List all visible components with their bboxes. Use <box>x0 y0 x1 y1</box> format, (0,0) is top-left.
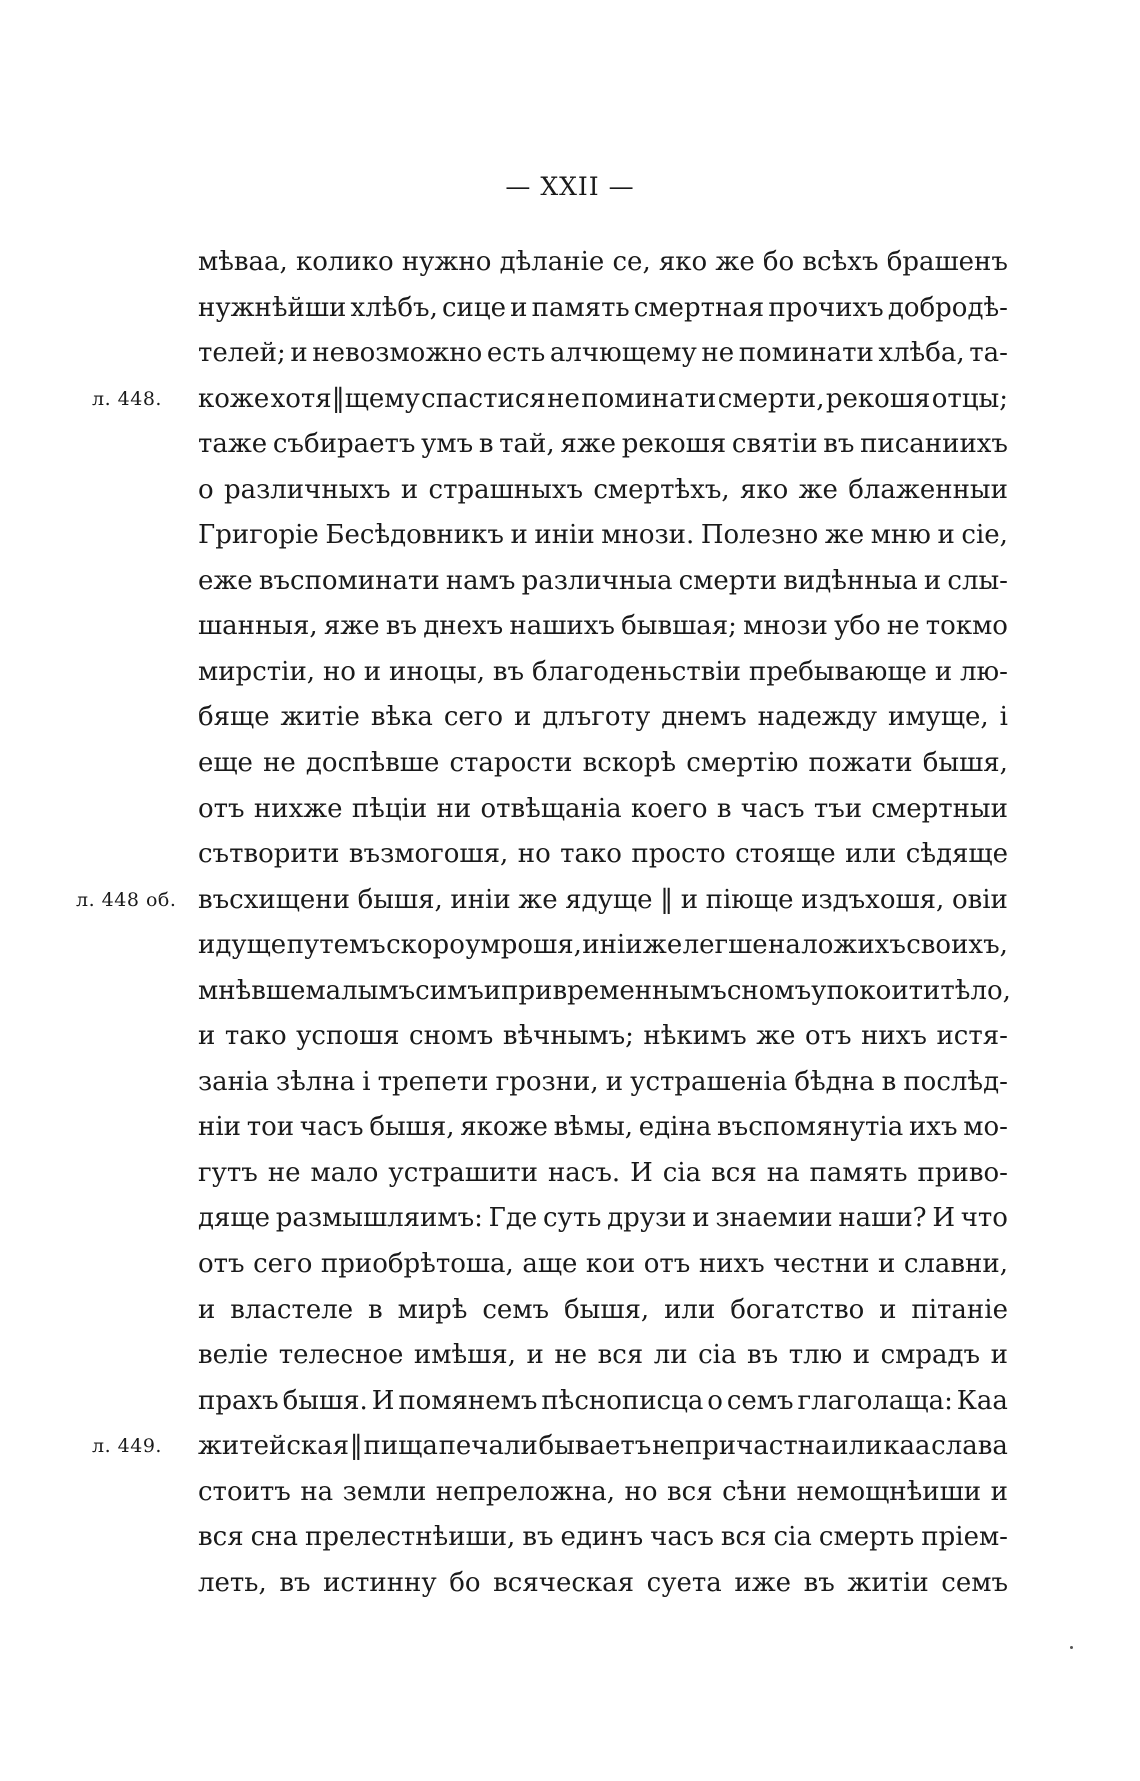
line-text: отъ сего приобрѣтоша, аще кои отъ нихъ честни и славни, <box>198 1249 1008 1280</box>
text-line <box>198 1242 1008 1288</box>
line-text: въсхищени бышя, иніи же ядуще ‖ и піюще издъхошя, овіи <box>198 884 1008 915</box>
line-text: житейская ‖ пища печали бываетъ непричастна или каа слава <box>198 1431 1008 1462</box>
text-line <box>198 1515 1008 1561</box>
line-text: нужнѣйши хлѣбъ, сице и память смертная прочихъ добродѣ- <box>198 292 1008 323</box>
page-number-header: — XXII — <box>505 172 635 201</box>
text-line <box>198 240 1008 286</box>
line-text: вся сна прелестнѣиши, въ единъ часъ вся сіа смерть пріем- <box>198 1522 1008 1553</box>
text-line <box>198 1105 1008 1151</box>
line-text: сътворити възмогошя, но тако просто стояще или сѣдяще <box>198 839 1008 870</box>
text-line <box>198 1561 1008 1607</box>
text-line <box>198 695 1008 741</box>
line-text: еже въспоминати намъ различныа смерти видѣнныа и слы- <box>198 565 1008 596</box>
line-text: бяще житіе вѣка сего и длъготу днемъ надежду имуще, і <box>198 702 1008 733</box>
margin-folio-reference: л. 449. <box>92 1435 162 1458</box>
text-line <box>198 1014 1008 1060</box>
text-line <box>198 422 1008 468</box>
line-text: заніа зѣлна і трепети грозни, и устрашеніа бѣдна в послѣд- <box>198 1066 1008 1097</box>
text-line <box>198 1379 1008 1425</box>
text-line <box>92 377 1008 423</box>
line-text: прахъ бышя. И помянемъ пѣснописца о семъ глаголаща: Каа <box>198 1385 1008 1416</box>
line-text: дяще размышляимъ: Где суть друзи и знаемии наши? И что <box>198 1203 1008 1234</box>
text-line <box>198 969 1011 1015</box>
text-line <box>92 1424 1008 1470</box>
line-text: о различныхъ и страшныхъ смертѣхъ, яко же блаженныи <box>198 474 1008 505</box>
margin-folio-reference: л. 448. <box>92 387 162 410</box>
text-line <box>198 650 1008 696</box>
text-line <box>198 513 1008 559</box>
line-text: и тако успошя сномъ вѣчнымъ; нѣкимъ же отъ нихъ истя- <box>198 1021 1008 1052</box>
text-line <box>76 878 1008 924</box>
line-text: мѣваа, колико нужно дѣланіе се, яко же бо всѣхъ брашенъ <box>198 247 1008 277</box>
text-line <box>198 1060 1008 1106</box>
text-line <box>198 559 1008 605</box>
margin-folio-reference: л. 448 об. <box>76 888 177 911</box>
print-speck <box>1070 1646 1073 1649</box>
text-line <box>198 604 1008 650</box>
text-line <box>198 741 1008 787</box>
text-line <box>198 468 1008 514</box>
line-text: Григоріе Бесѣдовникъ и иніи мнози. Полезно же мню и сіе, <box>198 520 1008 551</box>
line-text: телей; и невозможно есть алчющему не поминати хлѣба, та- <box>198 338 1008 369</box>
line-text: идуще путемъ скоро умрошя, иніи же легше на ложихъ своихъ, <box>198 930 1008 961</box>
line-text: стоитъ на земли непреложна, но вся сѣни немощнѣиши и <box>198 1476 1008 1507</box>
line-text: коже хотя‖щему спастися не поминати смерти, рекошя отцы; <box>198 383 1008 414</box>
line-text: шанныя, яже въ днехъ нашихъ бывшая; мнози убо не токмо <box>198 611 1008 642</box>
text-line <box>198 1196 1008 1242</box>
line-text: леть, въ истинну бо всяческая суета иже въ житіи семъ <box>198 1567 1008 1598</box>
text-line <box>198 923 1008 969</box>
line-text: мирстіи, но и иноцы, въ благоденьствіи пребывающе и лю- <box>198 656 1008 687</box>
text-line <box>198 787 1008 833</box>
text-line <box>198 1288 1008 1334</box>
line-text: и властеле в мирѣ семъ бышя, или богатство и пітаніе <box>198 1294 1008 1325</box>
line-text: мнѣвше малымъ симъ и привременнымъ сномъ упокоити тѣло, <box>198 975 1011 1006</box>
line-text: гутъ не мало устрашити насъ. И сіа вся на память приво- <box>198 1157 1008 1188</box>
text-line <box>198 1333 1008 1379</box>
body-text <box>76 240 1011 1606</box>
text-line <box>198 1470 1008 1516</box>
line-text: таже събираетъ умъ в тай, яже рекошя святіи въ писаниихъ <box>198 429 1008 460</box>
text-line <box>198 331 1008 377</box>
line-text: веліе телесное имѣшя, и не вся ли сіа въ тлю и смрадъ и <box>198 1340 1008 1371</box>
line-text: ніи тои часъ бышя, якоже вѣмы, едіна въспомянутіа ихъ мо- <box>198 1112 1008 1143</box>
line-text: отъ нихже пѣціи ни отвѣщаніа коего в часъ тъи смертныи <box>198 793 1008 824</box>
text-line <box>198 832 1008 878</box>
line-text: еще не доспѣвше старости вскорѣ смертію пожати бышя, <box>198 748 1008 779</box>
text-line <box>198 1151 1008 1197</box>
text-line <box>198 286 1008 332</box>
